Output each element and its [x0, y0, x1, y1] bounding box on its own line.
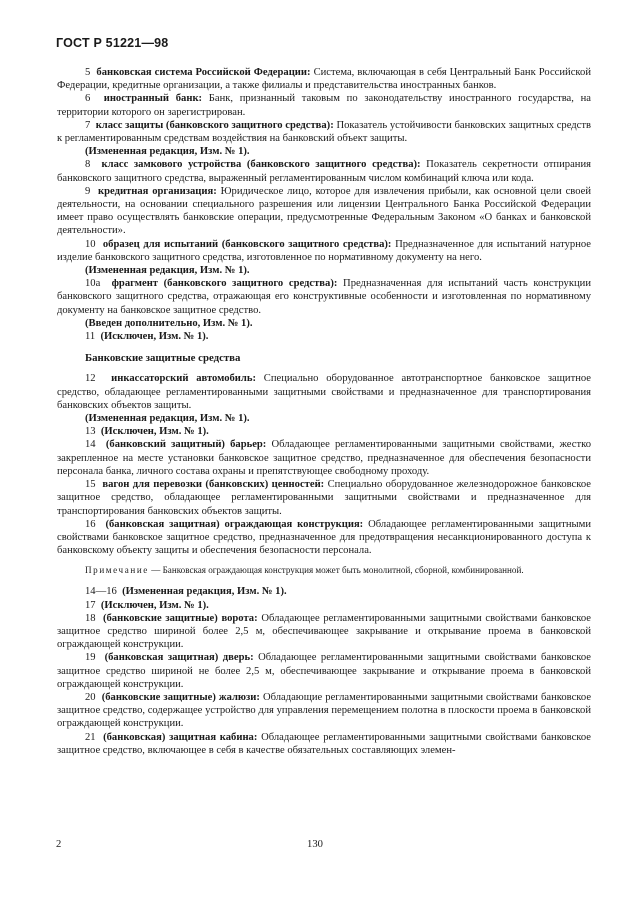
note-text: — Банковская ограждающая конструкция может быть монолитной, сборной, комбинированной.: [148, 565, 524, 576]
term-entry: 11 (Исключен, Изм. № 1).: [85, 331, 209, 343]
document-body: [57, 66, 591, 757]
term-entry: 6 иностранный банк: Банк, признанный таковым по законодательству иностранного государства, на территории которого он зарегистрирован.: [57, 93, 591, 118]
term-entry: 14 (банковский защитный) барьер: Обладающее регламентированными защитными свойствами, жестко закрепленное на месте установки банковское защитное средство, предназначенное для обеспечения безопасности персонала банка, личного состава охраны и препятствующее свободному проходу.: [57, 439, 591, 477]
note-label: Примечание: [85, 565, 149, 576]
page-number: 2: [56, 839, 62, 850]
amendment-note: (Измененная редакция, Изм. № 1).: [85, 413, 250, 425]
term-entry: 5 банковская система Российской Федерации: Система, включающая в себя Центральный Банк Российской Федерации, кредитные организации, а также филиалы и представительства иностранных банков.: [57, 67, 592, 92]
term-entry: 15 вагон для перевозки (банковских) ценностей: Специально оборудованное железнодорожное банковское защитное средство, обладающее регламентированными защитными свойствами и предназначенное для транспортирования банковских объектов защиты.: [57, 479, 591, 517]
note: [57, 564, 591, 576]
term-entry: 16 (банковская защитная) ограждающая конструкция: Обладающее регламентированными защитными свойствами банковское защитное средство, предназначенное для предотвращения несанкционированного доступа к банковскому объекту защиты и обеспечения безопасности персонала.: [57, 518, 591, 557]
term-entry: 8 класс замкового устройства (банковского защитного средства): Показатель секретности отпирания банковского защитного средства, выраженный регламентированным числом комбинаций ключа или кода.: [57, 159, 591, 184]
page-header: ГОСТ Р 51221—98: [56, 36, 169, 50]
term-entry: 21 (банковская) защитная кабина: Обладающее регламентированными защитными свойствами банковское защитное средство, включающее в себя в качестве обязательных составляющих элемен-: [57, 731, 592, 756]
sheet-number: 130: [307, 839, 323, 850]
amendment-note: (Введен дополнительно, Изм. № 1).: [85, 317, 253, 329]
term-entry: 7 класс защиты (банковского защитного средства): Показатель устойчивости банковских защитных средств к регламентированным средствам воздействия на банковский объект защиты.: [57, 119, 592, 145]
term-entry: 10а фрагмент (банковского защитного средства): Предназначенная для испытаний часть конструкции банковского защитного средства, отражающая его конструктивные особенности и изготовленная по нормативному документу на банковское защитное средство.: [57, 278, 591, 316]
term-entry: 19 (банковская защитная) дверь: Обладающее регламентированными защитными свойствами банковское защитное средство шириной не более 2,5 м, обеспечивающее закрывание и открывание проема в банковской ограждающей конструкции.: [57, 652, 592, 690]
section-heading: Банковские защитные средства: [85, 352, 241, 365]
amendment-note: (Измененная редакция, Изм. № 1).: [85, 265, 250, 277]
term-entry: 17 (Исключен, Изм. № 1).: [85, 599, 209, 611]
term-entry: 12 инкассаторский автомобиль: Специально оборудованное автотранспортное банковское защитное средство, обладающее регламентированными защитными свойствами и предназначенное для транспортирования банковских объектов защиты.: [57, 373, 592, 411]
term-entry: 14—16 (Измененная редакция, Изм. № 1).: [85, 586, 287, 598]
term-entry: 20 (банковские защитные) жалюзи: Обладающие регламентированными защитными свойствами банковское защитное средство, содержащее устройство для управления перемещением полотна в плоскости проема в банковской ограждающей конструкции.: [57, 691, 592, 730]
term-entry: 13 (Исключен, Изм. № 1).: [85, 426, 209, 438]
amendment-note: (Измененная редакция, Изм. № 1).: [85, 146, 250, 158]
term-entry: 18 (банковские защитные) ворота: Обладающее регламентированными защитными свойствами банковское защитное средство шириной более 2,5 м, обеспечивающее закрывание и открывание проема в банковской ограждающей конструкции.: [57, 612, 591, 651]
term-entry: 10 образец для испытаний (банковского защитного средства): Предназначенное для испытаний натурное изделие банковского защитного средства, изготовленное по нормативному документу на него.: [57, 238, 592, 263]
term-entry: 9 кредитная организация: Юридическое лицо, которое для извлечения прибыли, как основной цели своей деятельности, на основании специального разрешения или лицензии Центрального Банка Российской Федерации имеет право осуществлять банковские операции, предусмотренные Федеральным Законом «О банках и банковской деятельности».: [57, 185, 592, 237]
